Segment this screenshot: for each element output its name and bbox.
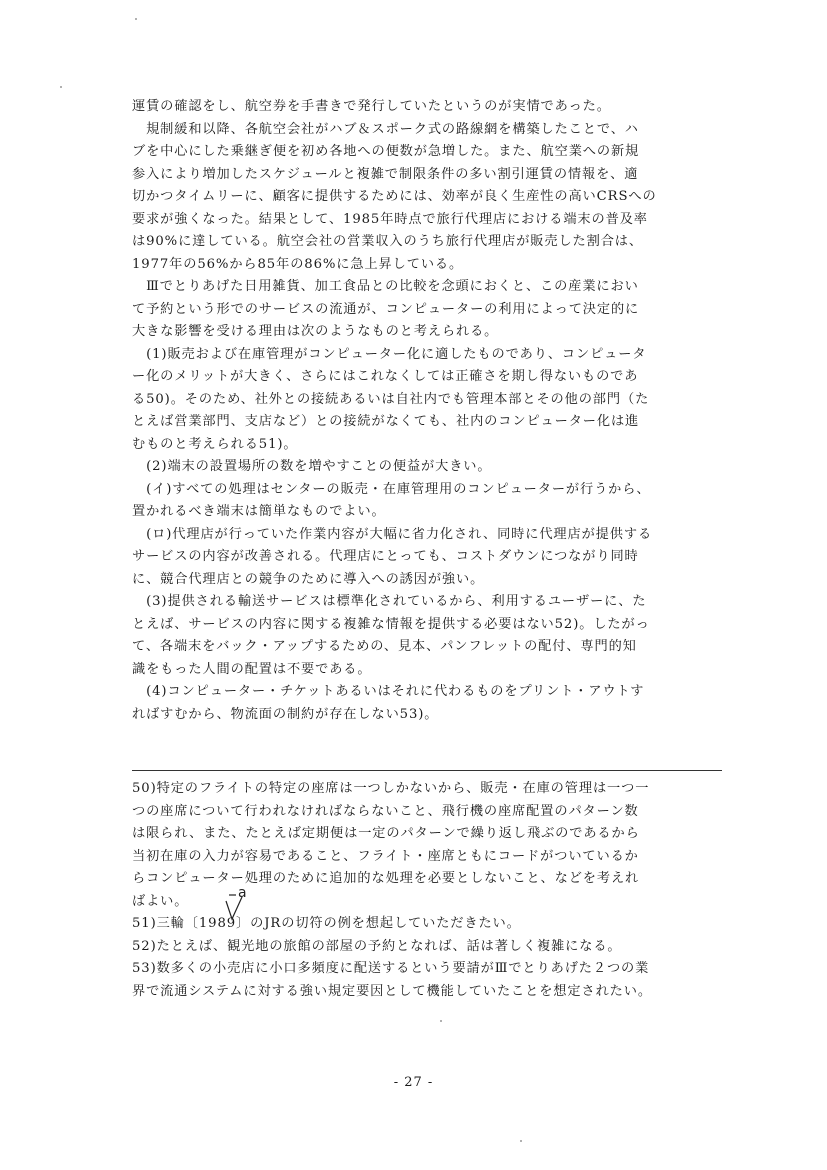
body-line: Ⅲでとりあげた日用雑貨、加工食品との比較を念頭におくと、この産業におい xyxy=(132,279,639,294)
body-text xyxy=(132,96,732,726)
footnote-line: 52)たとえば、観光地の旅館の部屋の予約となれば、話は著しく複雑になる。 xyxy=(132,938,622,954)
body-line: (2)端末の設置場所の数を増やすことの便益が大きい。 xyxy=(132,459,492,474)
body-line: (1)販売および在庫管理がコンピューター化に適したものであり、コンピュータ xyxy=(132,346,647,362)
body-line: て予約という形でのサービスの流通が、コンピューターの利用によって決定的に xyxy=(132,301,640,317)
body-line: 1977年の56%から85年の86%に急上昇している。 xyxy=(132,256,464,272)
footnote-divider xyxy=(132,770,722,771)
footnote-line: 50)特定のフライトの特定の座席は一つしかないから、販売・在庫の管理は一つ一 xyxy=(132,781,650,796)
page-number: - 27 - xyxy=(393,1075,434,1090)
footnote-line: は限られ、また、たとえば定期便は一定のパターンで繰り返し飛ぶのであるから xyxy=(132,826,640,841)
body-line: 置かれるべき端末は簡単なものでよい。 xyxy=(132,504,386,519)
scan-speck xyxy=(440,1020,442,1022)
body-line: サービスの内容が改善される。代理店にとっても、コストダウンにつながり同時 xyxy=(132,549,639,564)
body-line: 要求が強くなった。結果として、1985年時点で旅行代理店における端末の普及率 xyxy=(132,211,648,227)
body-line: 識をもった人間の配置は不要である。 xyxy=(132,661,372,677)
body-line: る50)。そのため、社外との接続あるいは自社内でも管理本部とその他の部門（た xyxy=(132,391,650,407)
footnote-line: 53)数多くの小売店に小口多頻度に配送するという要請がⅢでとりあげた２つの業 xyxy=(132,961,650,976)
footnote-line: ばよい。 xyxy=(132,893,189,909)
footnote-line: 当初在庫の入力が容易であること、フライト・座席ともにコードがついているか xyxy=(132,848,639,864)
footnote-line: つの座席について行われなければならないこと、飛行機の座席配置のパターン数 xyxy=(132,803,639,819)
body-line: ればすむから、物流面の制約が存在しない53)。 xyxy=(132,706,439,722)
footnote-line: 51)三輪〔1989〕のJRの切符の例を想起していただきたい。 xyxy=(132,916,521,931)
handwritten-letter: a xyxy=(238,885,247,901)
body-line: (イ)すべての処理はセンターの販売・在庫管理用のコンピューターが行うから、 xyxy=(132,481,651,497)
body-line: ブを中心にした乗継ぎ便を初め各地への便数が急増した。また、航空業への新規 xyxy=(132,144,640,159)
body-line: は90%に達している。航空会社の営業収入のうち旅行代理店が販売した割合は、 xyxy=(132,234,643,249)
handwritten-dash-icon xyxy=(228,893,248,897)
footnotes xyxy=(132,778,732,1003)
footnote-line: らコンピューター処理のために追加的な処理を必要としないこと、などを考えれ xyxy=(132,871,640,886)
body-line: 大きな影響を受ける理由は次のようなものと考えられる。 xyxy=(132,324,499,339)
footnote-line: 界で流通システムに対する強い規定要因として機能していたことを想定されたい。 xyxy=(132,983,652,999)
scan-speck xyxy=(60,86,62,88)
body-line: (ロ)代理店が行っていた作業内容が大幅に省力化され、同時に代理店が提供する xyxy=(132,526,653,542)
body-line: むものと考えられる51)。 xyxy=(132,436,298,452)
body-line: 参入により増加したスケジュールと複雑で制限条件の多い割引運賃の情報を、適 xyxy=(132,166,639,182)
body-line: ー化のメリットが大きく、さらにはこれなくしては正確さを期し得ないものであ xyxy=(132,369,639,384)
body-line: (4)コンピューター・チケットあるいはそれに代わるものをプリント・アウトす xyxy=(132,684,645,699)
body-line: 切かつタイムリーに、顧客に提供するためには、効率が良く生産性の高いCRSへの xyxy=(132,189,657,204)
scan-speck xyxy=(135,18,137,20)
body-line: 運賃の確認をし、航空券を手書きで発行していたというのが実情であった。 xyxy=(132,99,611,114)
scan-speck xyxy=(520,1140,522,1142)
body-line: (3)提供される輸送サービスは標準化されているから、利用するユーザーに、た xyxy=(132,594,647,609)
body-line: に、競合代理店との競争のために導入への誘因が強い。 xyxy=(132,571,485,587)
body-line: とえば営業部門、支店など）との接続がなくても、社内のコンピューター化は進 xyxy=(132,414,640,429)
body-line: て、各端末をバック・アップするための、見本、パンフレットの配付、専門的知 xyxy=(132,639,637,654)
body-line: とえば、サービスの内容に関する複雑な情報を提供する必要はない52)。したがっ xyxy=(132,616,650,632)
body-line: 規制緩和以降、各航空会社がハブ＆スポーク式の路線網を構築したことで、ハ xyxy=(132,121,639,137)
